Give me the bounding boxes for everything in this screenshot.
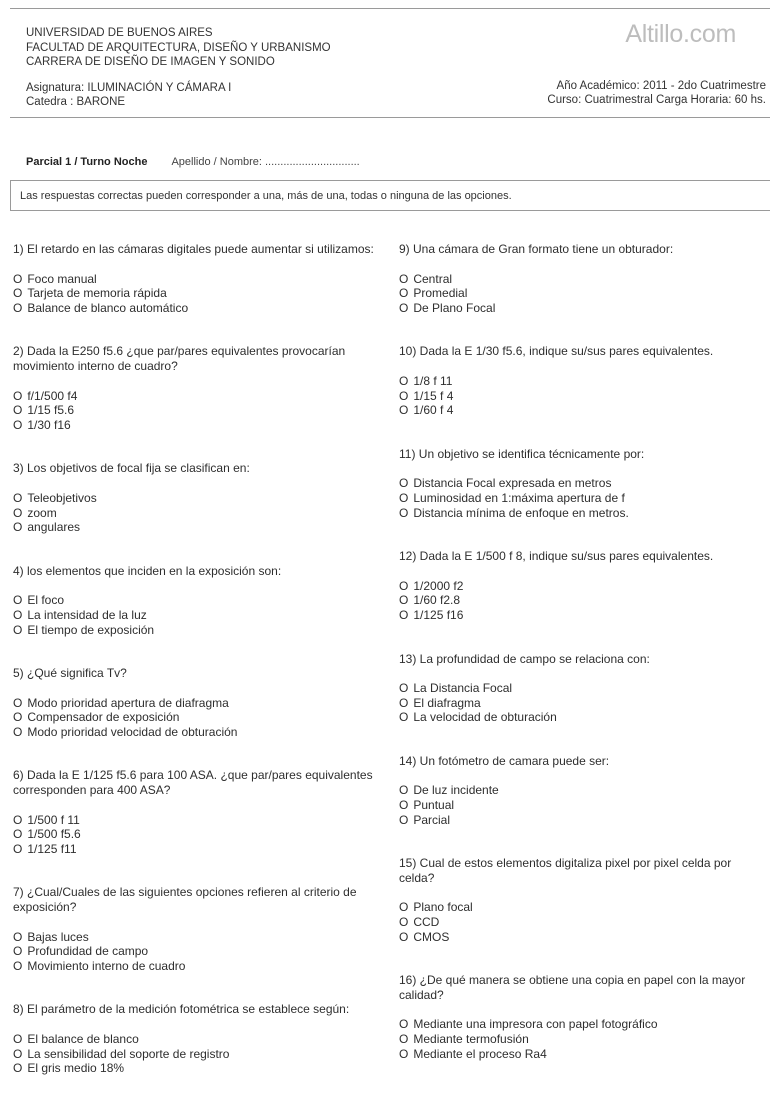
answer-option[interactable] [399, 491, 769, 506]
answer-option[interactable] [13, 710, 383, 725]
option-label: Puntual [413, 798, 455, 813]
top-rule [10, 8, 770, 9]
right-question-column [399, 242, 769, 1090]
answer-option[interactable] [13, 608, 383, 623]
option-label: La velocidad de obturación [413, 710, 557, 725]
answer-option[interactable] [13, 1032, 383, 1047]
answer-option[interactable] [399, 696, 769, 711]
answer-option[interactable] [13, 827, 383, 842]
option-circle-marker[interactable]: O [13, 505, 23, 520]
option-label: 1/500 f5.6 [27, 827, 81, 842]
name-field-label: Apellido / Nombre: ............................... [171, 156, 360, 168]
answer-option[interactable] [399, 798, 769, 813]
option-circle-marker[interactable]: O [399, 783, 409, 798]
header-divider [10, 117, 770, 118]
option-label: 1/60 f2.8 [413, 593, 461, 608]
answer-option[interactable] [399, 900, 769, 915]
answer-option[interactable] [399, 506, 769, 521]
option-label: Compensador de exposición [27, 710, 180, 725]
answer-option[interactable] [13, 842, 383, 857]
option-circle-marker[interactable]: O [13, 1046, 23, 1061]
option-circle-marker[interactable]: O [13, 827, 23, 842]
answer-option[interactable] [13, 286, 383, 301]
option-circle-marker[interactable]: O [399, 915, 409, 930]
option-label: Promedial [413, 286, 468, 301]
option-circle-marker[interactable]: O [399, 490, 409, 505]
question-text: 7) ¿Cual/Cuales de las siguientes opciones refieren al criterio de exposición? [13, 885, 357, 915]
answer-option[interactable] [13, 272, 383, 287]
course-info: Curso: Cuatrimestral Carga Horaria: 60 hs. [547, 93, 766, 106]
question [13, 461, 383, 534]
option-circle-marker[interactable]: O [399, 476, 409, 491]
answer-option[interactable] [13, 1047, 383, 1062]
question [399, 856, 769, 944]
answer-option[interactable] [399, 930, 769, 945]
option-label: Modo prioridad apertura de diafragma [27, 695, 229, 710]
option-label: La sensibilidad del soporte de registro [27, 1046, 230, 1061]
answer-option[interactable] [399, 286, 769, 301]
answer-option[interactable] [13, 944, 383, 959]
option-circle-marker[interactable]: O [13, 520, 23, 535]
option-circle-marker[interactable]: O [399, 900, 409, 915]
answer-option[interactable] [13, 389, 383, 404]
option-circle-marker[interactable]: O [399, 403, 409, 418]
question [399, 754, 769, 827]
answer-option[interactable] [13, 959, 383, 974]
option-label: Luminosidad en 1:máxima apertura de f [413, 490, 625, 505]
question-text: 12) Dada la E 1/500 f 8, indique su/sus pares equivalentes. [399, 549, 714, 564]
option-label: CCD [413, 915, 440, 930]
answer-option[interactable] [13, 725, 383, 740]
altillo-logo: Altillo.com [625, 20, 736, 48]
option-label: Central [413, 271, 453, 286]
question [399, 242, 769, 315]
option-circle-marker[interactable]: O [13, 944, 23, 959]
university-name: UNIVERSIDAD DE BUENOS AIRES [26, 27, 213, 39]
answer-option[interactable] [13, 623, 383, 638]
question [399, 549, 769, 622]
option-label: De luz incidente [413, 783, 499, 798]
option-circle-marker[interactable]: O [399, 681, 409, 696]
career-name: CARRERA DE DISEÑO DE IMAGEN Y SONIDO [26, 56, 275, 68]
option-label: Bajas luces [27, 929, 89, 944]
option-label: La Distancia Focal [413, 681, 513, 696]
answer-option[interactable] [399, 272, 769, 287]
option-circle-marker[interactable]: O [13, 388, 23, 403]
academic-info [547, 80, 766, 107]
option-circle-marker[interactable]: O [399, 388, 409, 403]
option-circle-marker[interactable]: O [399, 271, 409, 286]
answer-option[interactable] [399, 783, 769, 798]
answer-option[interactable] [399, 710, 769, 725]
option-circle-marker[interactable]: O [399, 593, 409, 608]
option-label: Teleobjetivos [27, 490, 97, 505]
answer-option[interactable] [399, 915, 769, 930]
answer-option[interactable] [399, 681, 769, 696]
option-label: Balance de blanco automático [27, 300, 189, 315]
question-text: 6) Dada la E 1/125 f5.6 para 100 ASA. ¿que par/pares equivalentes corresponden para 400 ASA? [13, 768, 373, 798]
option-circle-marker[interactable]: O [13, 490, 23, 505]
answer-option[interactable] [13, 418, 383, 433]
option-circle-marker[interactable]: O [13, 724, 23, 739]
faculty-name: FACULTAD DE ARQUITECTURA, DISEÑO Y URBANISMO [26, 41, 331, 54]
option-label: 1/2000 f2 [413, 578, 464, 593]
option-label: zoom [27, 505, 57, 520]
answer-option[interactable] [399, 813, 769, 828]
answer-option[interactable] [399, 593, 769, 608]
question-text: 13) La profundidad de campo se relaciona con: [399, 651, 650, 666]
option-label: 1/15 f 4 [413, 388, 454, 403]
option-label: La intensidad de la luz [27, 607, 147, 622]
option-label: Plano focal [413, 900, 473, 915]
question [13, 666, 383, 739]
option-label: 1/60 f 4 [413, 403, 454, 418]
answer-option[interactable] [399, 1032, 769, 1047]
subject-info [26, 82, 231, 109]
option-circle-marker[interactable]: O [13, 958, 23, 973]
option-label: CMOS [413, 929, 450, 944]
option-label: f/1/500 f4 [27, 388, 78, 403]
option-circle-marker[interactable]: O [13, 607, 23, 622]
option-circle-marker[interactable]: O [399, 300, 409, 315]
option-circle-marker[interactable]: O [399, 1032, 409, 1046]
question-text: 11) Un objetivo se identifica técnicamente por: [399, 446, 645, 461]
option-circle-marker[interactable]: O [13, 417, 23, 432]
option-label: 1/500 f 11 [27, 812, 80, 827]
question-text: 2) Dada la E250 f5.6 ¿que par/pares equivalentes provocarían movimiento interno de cuadro? [13, 344, 346, 373]
option-label: Parcial [413, 812, 451, 827]
option-label: El tiempo de exposición [27, 622, 155, 637]
option-circle-marker[interactable]: O [13, 695, 23, 710]
question-text: 4) los elementos que inciden en la exposición son: [13, 563, 282, 578]
option-circle-marker[interactable]: O [13, 286, 23, 301]
answer-option[interactable] [13, 301, 383, 316]
option-circle-marker[interactable]: O [13, 622, 23, 637]
option-label: Mediante una impresora con papel fotográfico [413, 1017, 658, 1032]
question-text: 16) ¿De qué manera se obtiene una copia en papel con la mayor calidad? [399, 973, 746, 1002]
option-circle-marker[interactable]: O [13, 812, 23, 827]
answer-option[interactable] [399, 403, 769, 418]
option-circle-marker[interactable]: O [13, 271, 23, 286]
option-label: De Plano Focal [413, 300, 496, 315]
answer-option[interactable] [13, 520, 383, 535]
answer-option[interactable] [13, 930, 383, 945]
answer-option[interactable] [399, 608, 769, 623]
option-circle-marker[interactable]: O [399, 286, 409, 301]
option-label: Tarjeta de memoria rápida [27, 286, 167, 301]
question-text: 5) ¿Qué significa Tv? [13, 666, 127, 681]
option-circle-marker[interactable]: O [13, 1061, 23, 1076]
answer-option[interactable] [13, 696, 383, 711]
question-text: 8) El parámetro de la medición fotométrica se establece según: [13, 1002, 350, 1017]
option-circle-marker[interactable]: O [13, 300, 23, 315]
answer-option[interactable] [13, 813, 383, 828]
option-label: 1/125 f11 [27, 841, 77, 856]
option-circle-marker[interactable]: O [13, 929, 23, 944]
instructions-box [10, 180, 770, 211]
answer-option[interactable] [399, 579, 769, 594]
question [399, 447, 769, 520]
question-text: 14) Un fotómetro de camara puede ser: [399, 753, 610, 768]
question-text: 3) Los objetivos de focal fija se clasifican en: [13, 461, 250, 476]
option-circle-marker[interactable]: O [399, 1046, 409, 1061]
answer-option[interactable] [13, 506, 383, 521]
answer-option[interactable] [399, 374, 769, 389]
left-question-column [13, 242, 383, 1105]
answer-option[interactable] [13, 403, 383, 418]
answer-option[interactable] [13, 1061, 383, 1076]
answer-option[interactable] [399, 389, 769, 404]
chair-label: Catedra : BARONE [26, 95, 126, 108]
option-circle-marker[interactable]: O [399, 812, 409, 827]
question [399, 652, 769, 725]
option-label: Modo prioridad velocidad de obturación [27, 724, 238, 739]
answer-option[interactable] [13, 593, 383, 608]
answer-option[interactable] [399, 476, 769, 491]
option-label: Movimiento interno de cuadro [27, 958, 186, 973]
option-circle-marker[interactable]: O [399, 505, 409, 520]
question-text: 15) Cual de estos elementos digitaliza pixel por pixel celda por celda? [399, 856, 732, 885]
option-label: 1/15 f5.6 [27, 403, 75, 418]
option-circle-marker[interactable]: O [399, 607, 409, 622]
option-circle-marker[interactable]: O [399, 695, 409, 710]
option-label: El balance de blanco [27, 1032, 139, 1046]
exam-title: Parcial 1 / Turno Noche [26, 156, 148, 168]
option-label: El diafragma [413, 695, 481, 710]
option-label: Foco manual [27, 271, 97, 286]
option-label: Profundidad de campo [27, 944, 149, 959]
option-label: Distancia mínima de enfoque en metros. [413, 505, 629, 520]
option-circle-marker[interactable]: O [13, 593, 23, 608]
option-label: El gris medio 18% [27, 1061, 125, 1076]
question [13, 242, 383, 315]
exam-title-line [26, 156, 360, 168]
option-label: Distancia Focal expresada en metros [413, 476, 612, 491]
question [13, 885, 383, 973]
answer-option[interactable] [13, 491, 383, 506]
option-circle-marker[interactable]: O [399, 929, 409, 944]
option-circle-marker[interactable]: O [13, 403, 23, 418]
option-circle-marker[interactable]: O [399, 1017, 409, 1032]
answer-option[interactable] [399, 1047, 769, 1062]
subject-label: Asignatura: ILUMINACIÓN Y CÁMARA I [26, 82, 232, 94]
option-label: 1/8 f 11 [413, 373, 453, 388]
question [13, 564, 383, 637]
answer-option[interactable] [399, 1017, 769, 1032]
option-circle-marker[interactable]: O [13, 841, 23, 856]
option-circle-marker[interactable]: O [399, 373, 409, 388]
option-label: El foco [27, 593, 65, 608]
option-label: Mediante el proceso Ra4 [413, 1046, 547, 1061]
question-text: 10) Dada la E 1/30 f5.6, indique su/sus pares equivalentes. [399, 344, 714, 359]
question [13, 1002, 383, 1075]
question-text: 9) Una cámara de Gran formato tiene un obturador: [399, 242, 674, 256]
question [13, 344, 383, 432]
question [399, 973, 769, 1061]
option-label: Mediante termofusión [413, 1032, 529, 1046]
option-circle-marker[interactable]: O [399, 798, 409, 813]
academic-year: Año Académico: 2011 - 2do Cuatrimestre [556, 80, 766, 92]
question [13, 768, 383, 856]
option-circle-marker[interactable]: O [399, 710, 409, 725]
option-label: 1/125 f16 [413, 607, 464, 622]
option-label: 1/30 f16 [27, 417, 71, 432]
question [399, 344, 769, 417]
option-circle-marker[interactable]: O [13, 710, 23, 725]
question-text: 1) El retardo en las cámaras digitales puede aumentar si utilizamos: [13, 242, 374, 256]
answer-option[interactable] [399, 301, 769, 316]
instructions-text: Las respuestas correctas pueden corresponder a una, más de una, todas o ninguna de las opciones. [20, 190, 512, 202]
institution-header [26, 26, 331, 70]
option-circle-marker[interactable]: O [399, 578, 409, 593]
option-label: angulares [27, 520, 81, 535]
option-circle-marker[interactable]: O [13, 1032, 23, 1046]
